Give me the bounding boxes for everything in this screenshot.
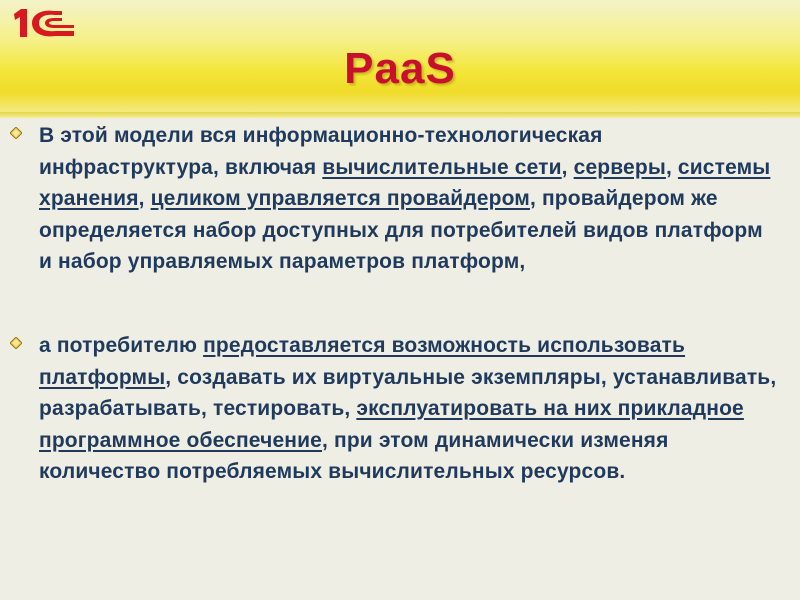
logo-1c xyxy=(8,4,78,42)
bullet2-text-part: , при этом динамически изменяя количество потребляемых вычислительных ресурсов. xyxy=(39,428,669,483)
term-storage-systems: системы хранения xyxy=(39,155,771,210)
separator: , xyxy=(561,155,574,179)
bullet-diamond-icon xyxy=(10,127,22,139)
term-servers: серверы xyxy=(573,155,666,179)
bullet1-text-part: , провайдером же определяется набор доступных для потребителей видов платформ и набор управляемых параметров платформ, xyxy=(39,187,763,273)
term-computing-networks: вычислительные сети xyxy=(322,155,562,179)
separator: , xyxy=(138,187,151,210)
slide-title: PaaS xyxy=(344,44,456,93)
bullet2-text-part: а потребителю xyxy=(39,334,204,357)
bullet-diamond-icon xyxy=(10,337,22,349)
bullet1-text-part: В этой модели вся информационно-технологическая инфраструктура, включая xyxy=(39,124,603,179)
bullet2-text-part: , создавать их виртуальные экземпляры, устанавливать, разрабатывать, тестировать, xyxy=(39,365,777,420)
title-band xyxy=(0,0,800,118)
term-application-software: эксплуатировать на них прикладное программное обеспечение xyxy=(39,397,744,452)
term-managed-by-provider: целиком управляется провайдером xyxy=(150,187,530,210)
bullet-text-2 xyxy=(39,330,779,488)
term-platform-usage: предоставляется возможность использовать платформы xyxy=(39,334,686,389)
bullet-text-1 xyxy=(39,120,779,278)
separator: , xyxy=(665,155,678,179)
